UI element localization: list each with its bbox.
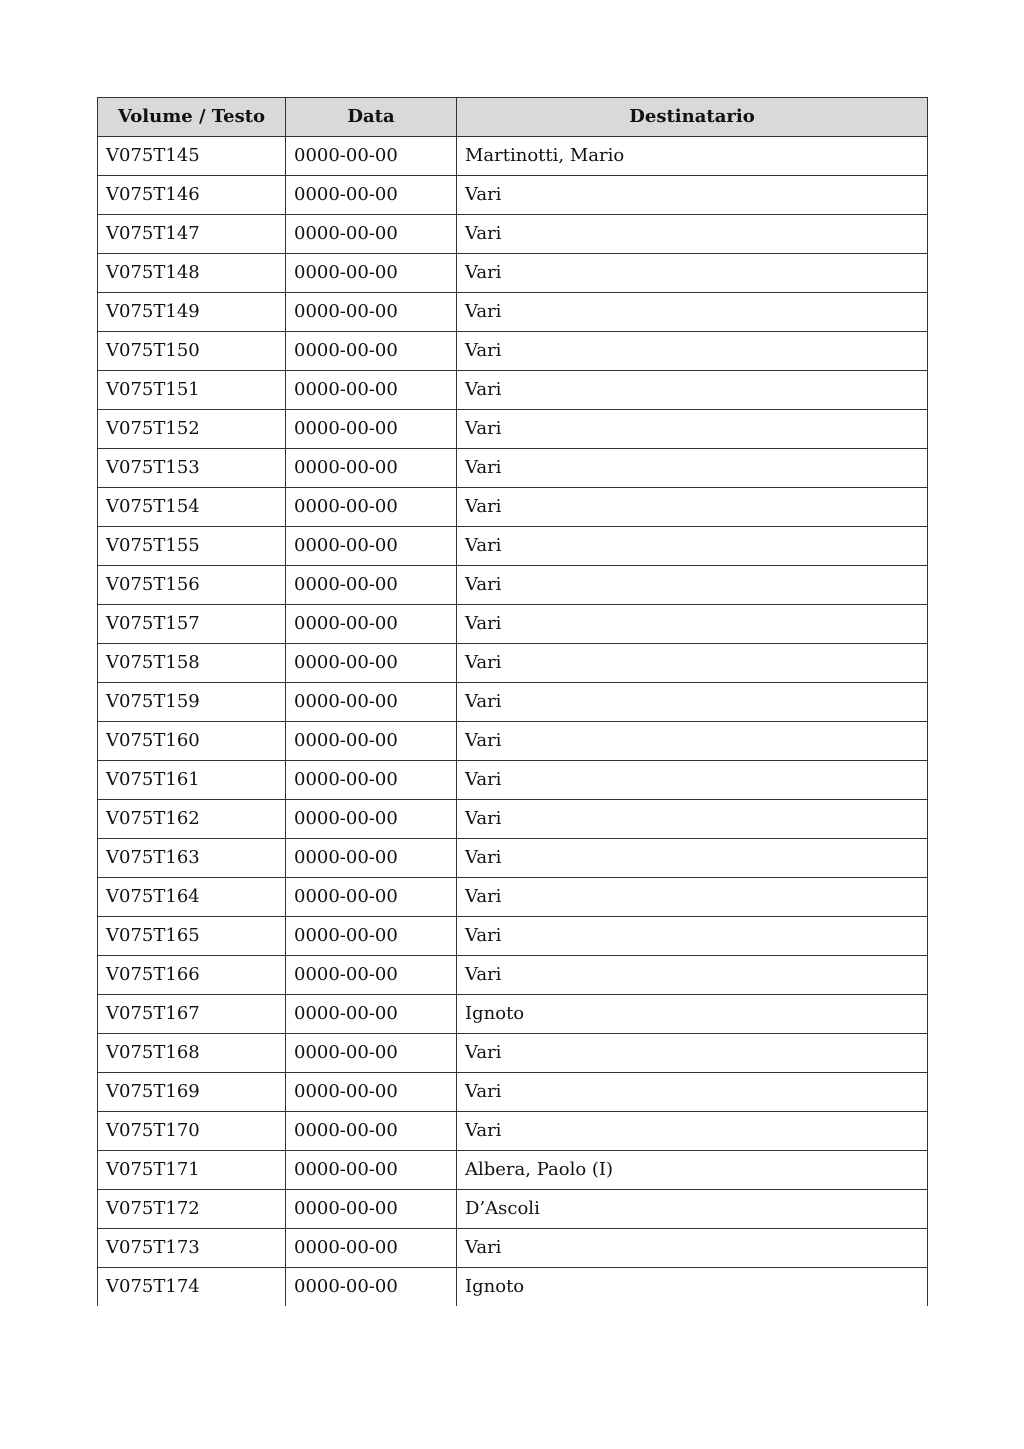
- cell-destinatario: Vari: [457, 800, 928, 839]
- cell-volume-testo: V075T148: [98, 254, 286, 293]
- table-row: [98, 1190, 928, 1229]
- table-row: [98, 1034, 928, 1073]
- cell-data: 0000-00-00: [286, 1229, 457, 1268]
- cell-data: 0000-00-00: [286, 878, 457, 917]
- table-row: [98, 644, 928, 683]
- cell-data: 0000-00-00: [286, 605, 457, 644]
- cell-volume-testo: V075T159: [98, 683, 286, 722]
- cell-volume-testo: V075T146: [98, 176, 286, 215]
- table-row: [98, 917, 928, 956]
- cell-destinatario: Vari: [457, 566, 928, 605]
- table-row: [98, 605, 928, 644]
- cell-destinatario: Vari: [457, 761, 928, 800]
- cell-volume-testo: V075T157: [98, 605, 286, 644]
- table-row: [98, 137, 928, 176]
- table-row: [98, 683, 928, 722]
- cell-destinatario: Vari: [457, 215, 928, 254]
- cell-volume-testo: V075T149: [98, 293, 286, 332]
- table-row: [98, 1151, 928, 1190]
- cell-volume-testo: V075T162: [98, 800, 286, 839]
- cell-destinatario: Vari: [457, 176, 928, 215]
- cell-data: 0000-00-00: [286, 527, 457, 566]
- cell-destinatario: Vari: [457, 1229, 928, 1268]
- cell-destinatario: Vari: [457, 1073, 928, 1112]
- table-row: [98, 1229, 928, 1268]
- cell-volume-testo: V075T167: [98, 995, 286, 1034]
- cell-destinatario: Vari: [457, 839, 928, 878]
- cell-data: 0000-00-00: [286, 761, 457, 800]
- cell-data: 0000-00-00: [286, 410, 457, 449]
- cell-volume-testo: V075T174: [98, 1268, 286, 1307]
- register-table: [97, 97, 928, 1306]
- cell-volume-testo: V075T169: [98, 1073, 286, 1112]
- cell-volume-testo: V075T156: [98, 566, 286, 605]
- cell-volume-testo: V075T150: [98, 332, 286, 371]
- table-row: [98, 995, 928, 1034]
- cell-data: 0000-00-00: [286, 137, 457, 176]
- table-row: [98, 839, 928, 878]
- table-row: [98, 878, 928, 917]
- cell-destinatario: Ignoto: [457, 1268, 928, 1307]
- cell-destinatario: Martinotti, Mario: [457, 137, 928, 176]
- cell-destinatario: Vari: [457, 371, 928, 410]
- cell-volume-testo: V075T153: [98, 449, 286, 488]
- cell-destinatario: Vari: [457, 878, 928, 917]
- cell-destinatario: Vari: [457, 488, 928, 527]
- cell-volume-testo: V075T158: [98, 644, 286, 683]
- cell-destinatario: Vari: [457, 527, 928, 566]
- cell-destinatario: Vari: [457, 722, 928, 761]
- cell-volume-testo: V075T170: [98, 1112, 286, 1151]
- cell-data: 0000-00-00: [286, 839, 457, 878]
- cell-data: 0000-00-00: [286, 800, 457, 839]
- table-row: [98, 527, 928, 566]
- cell-data: 0000-00-00: [286, 1034, 457, 1073]
- cell-destinatario: Vari: [457, 293, 928, 332]
- cell-destinatario: Vari: [457, 605, 928, 644]
- header-destinatario: Destinatario: [457, 98, 928, 137]
- table-row: [98, 722, 928, 761]
- cell-volume-testo: V075T163: [98, 839, 286, 878]
- table-row: [98, 761, 928, 800]
- table-row: [98, 371, 928, 410]
- cell-volume-testo: V075T173: [98, 1229, 286, 1268]
- cell-data: 0000-00-00: [286, 1112, 457, 1151]
- cell-volume-testo: V075T152: [98, 410, 286, 449]
- table-row: [98, 488, 928, 527]
- table-row: [98, 956, 928, 995]
- table-row: [98, 1112, 928, 1151]
- cell-destinatario: Vari: [457, 683, 928, 722]
- table-header-row: [98, 98, 928, 137]
- cell-volume-testo: V075T147: [98, 215, 286, 254]
- cell-volume-testo: V075T154: [98, 488, 286, 527]
- table-row: [98, 1073, 928, 1112]
- cell-destinatario: Vari: [457, 1112, 928, 1151]
- cell-volume-testo: V075T172: [98, 1190, 286, 1229]
- table-row: [98, 215, 928, 254]
- cell-data: 0000-00-00: [286, 644, 457, 683]
- table-row: [98, 449, 928, 488]
- cell-destinatario: Vari: [457, 449, 928, 488]
- cell-data: 0000-00-00: [286, 683, 457, 722]
- header-volume-testo: Volume / Testo: [98, 98, 286, 137]
- cell-volume-testo: V075T164: [98, 878, 286, 917]
- cell-destinatario: Vari: [457, 644, 928, 683]
- cell-volume-testo: V075T166: [98, 956, 286, 995]
- cell-destinatario: Ignoto: [457, 995, 928, 1034]
- table-row: [98, 293, 928, 332]
- cell-data: 0000-00-00: [286, 332, 457, 371]
- cell-volume-testo: V075T151: [98, 371, 286, 410]
- cell-data: 0000-00-00: [286, 722, 457, 761]
- cell-data: 0000-00-00: [286, 1151, 457, 1190]
- cell-data: 0000-00-00: [286, 371, 457, 410]
- cell-volume-testo: V075T145: [98, 137, 286, 176]
- cell-destinatario: Vari: [457, 410, 928, 449]
- cell-volume-testo: V075T168: [98, 1034, 286, 1073]
- table-row: [98, 332, 928, 371]
- cell-data: 0000-00-00: [286, 995, 457, 1034]
- header-data: Data: [286, 98, 457, 137]
- table-row: [98, 800, 928, 839]
- cell-destinatario: Vari: [457, 254, 928, 293]
- cell-data: 0000-00-00: [286, 1190, 457, 1229]
- cell-data: 0000-00-00: [286, 254, 457, 293]
- table-row: [98, 176, 928, 215]
- cell-data: 0000-00-00: [286, 917, 457, 956]
- cell-volume-testo: V075T165: [98, 917, 286, 956]
- table-body: [98, 137, 928, 1307]
- cell-data: 0000-00-00: [286, 176, 457, 215]
- cell-destinatario: Vari: [457, 956, 928, 995]
- table-row: [98, 410, 928, 449]
- cell-data: 0000-00-00: [286, 449, 457, 488]
- cell-volume-testo: V075T171: [98, 1151, 286, 1190]
- cell-data: 0000-00-00: [286, 293, 457, 332]
- cell-data: 0000-00-00: [286, 1073, 457, 1112]
- cell-data: 0000-00-00: [286, 1268, 457, 1307]
- cell-data: 0000-00-00: [286, 488, 457, 527]
- table-row: [98, 566, 928, 605]
- cell-volume-testo: V075T161: [98, 761, 286, 800]
- cell-data: 0000-00-00: [286, 956, 457, 995]
- cell-data: 0000-00-00: [286, 566, 457, 605]
- table-row: [98, 254, 928, 293]
- cell-destinatario: Vari: [457, 1034, 928, 1073]
- cell-destinatario: Vari: [457, 917, 928, 956]
- cell-data: 0000-00-00: [286, 215, 457, 254]
- cell-destinatario: Vari: [457, 332, 928, 371]
- cell-destinatario: D’Ascoli: [457, 1190, 928, 1229]
- cell-destinatario: Albera, Paolo (I): [457, 1151, 928, 1190]
- cell-volume-testo: V075T160: [98, 722, 286, 761]
- cell-volume-testo: V075T155: [98, 527, 286, 566]
- table-row: [98, 1268, 928, 1307]
